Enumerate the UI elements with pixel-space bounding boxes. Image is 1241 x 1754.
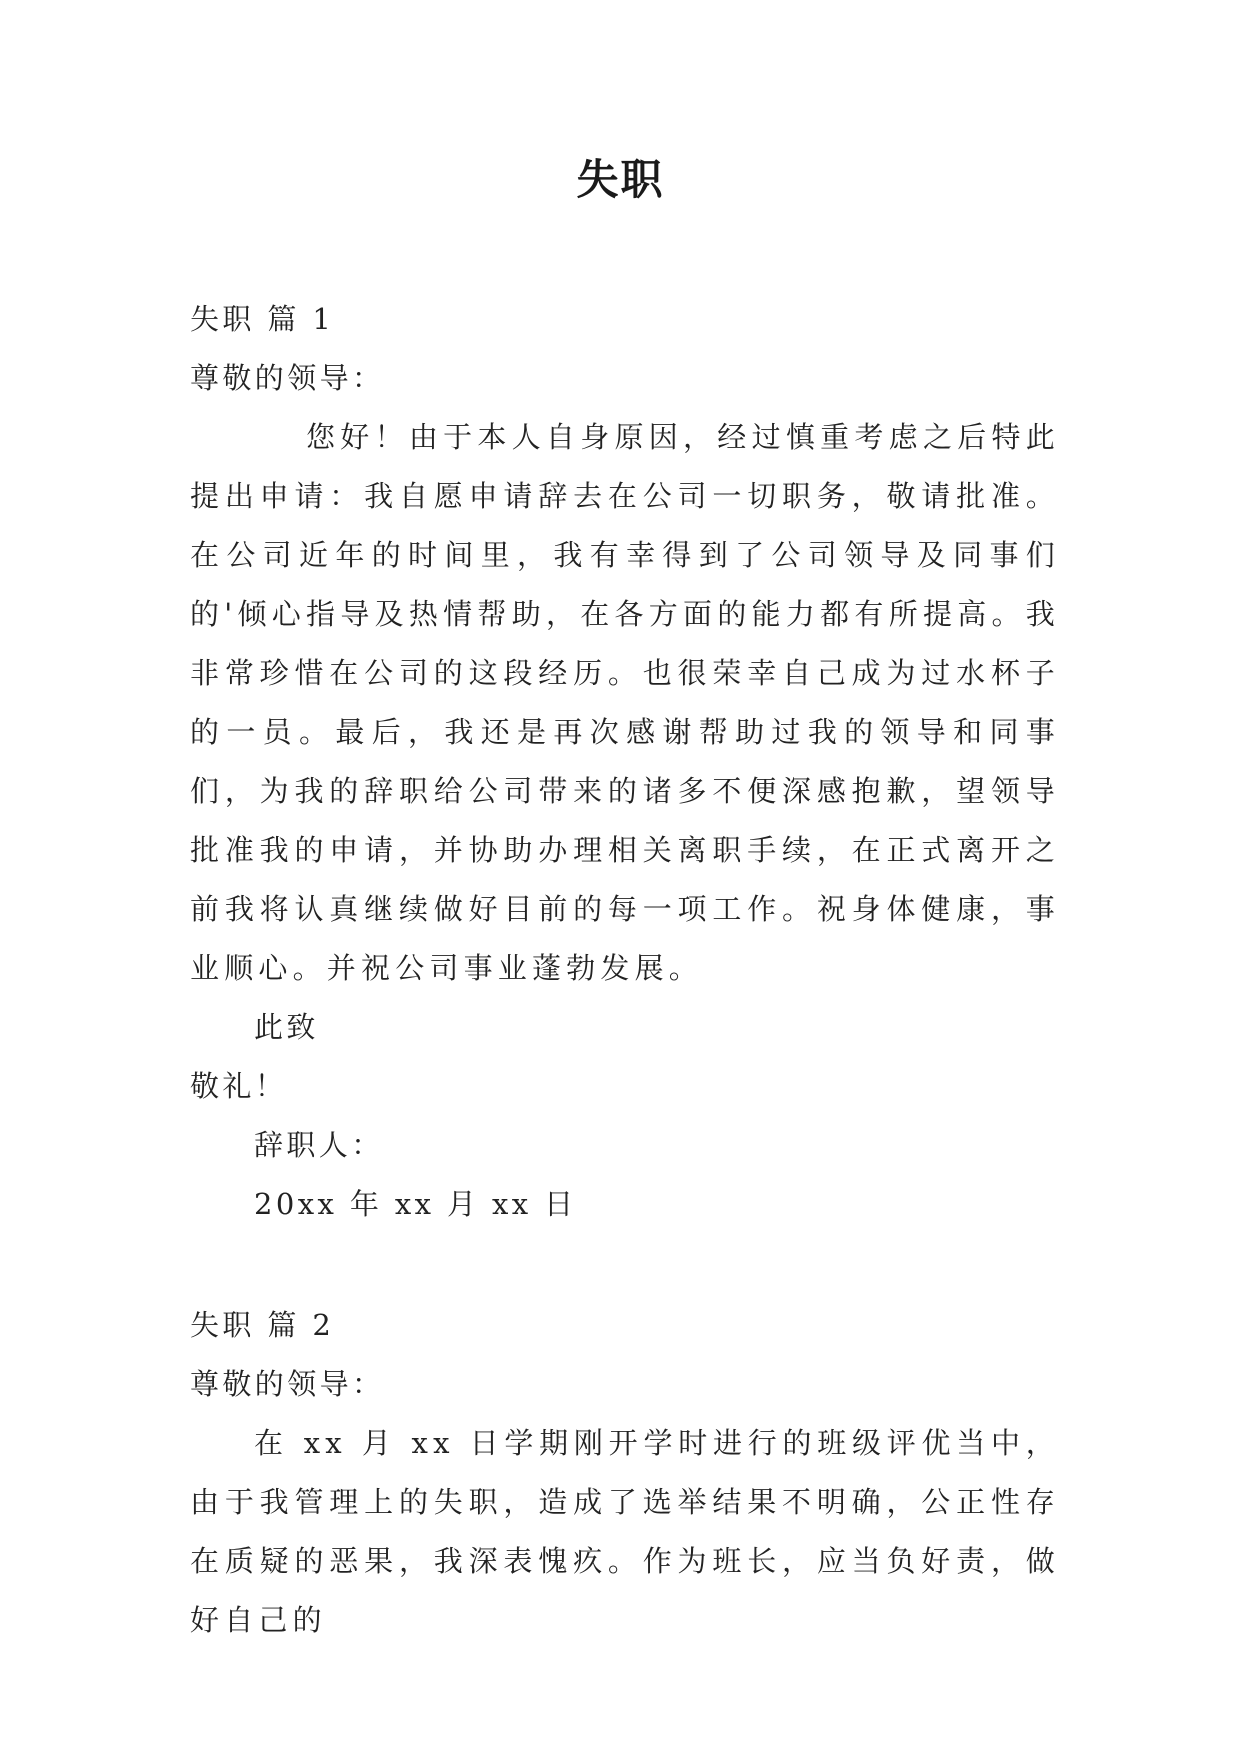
signature-date: 20xx 年 xx 月 xx 日: [254, 1187, 577, 1221]
letter-body: 您好！由于本人自身原因，经过慎重考虑之后特此提出申请：我自愿申请辞去在公司一切职务，敬请批准。在公司近年的时间里，我有幸得到了公司领导及同事们的'倾心指导及热情帮助，在各方面的能力都有所提高。我非常珍惜在公司的这段经历。也很荣幸自己成为过水杯子的一员。最后，我还是再次感谢帮助过我的领导和同事们，为我的辞职给公司带来的诸多不便深感抱歉，望领导批准我的申请，并协助办理相关离职手续，在正式离开之前我将认真继续做好目前的每一项工作。祝身体健康，事业顺心。并祝公司事业蓬勃发展。: [190, 420, 1060, 985]
section-divider-space: [190, 1234, 1060, 1296]
salutation: 尊敬的领导：: [190, 361, 385, 395]
section-1: [190, 290, 1060, 1234]
section-heading: 失职 篇 2: [190, 1308, 335, 1342]
letter-body: 在 xx 月 xx 日学期刚开学时进行的班级评优当中，由于我管理上的失职，造成了选举结果不明确，公正性存在质疑的恶果，我深表愧疚。作为班长，应当负好责，做好自己的: [190, 1426, 1060, 1637]
section-2: [190, 1296, 1060, 1650]
closing-phrase: 此致: [254, 1010, 319, 1044]
salutation: 尊敬的领导：: [190, 1367, 385, 1401]
document-body: [190, 290, 1060, 1650]
document-title: 失职: [576, 155, 665, 204]
signer-label: 辞职人：: [254, 1128, 384, 1162]
closing-regards: 敬礼！: [190, 1069, 288, 1103]
section-heading: 失职 篇 1: [190, 302, 335, 336]
